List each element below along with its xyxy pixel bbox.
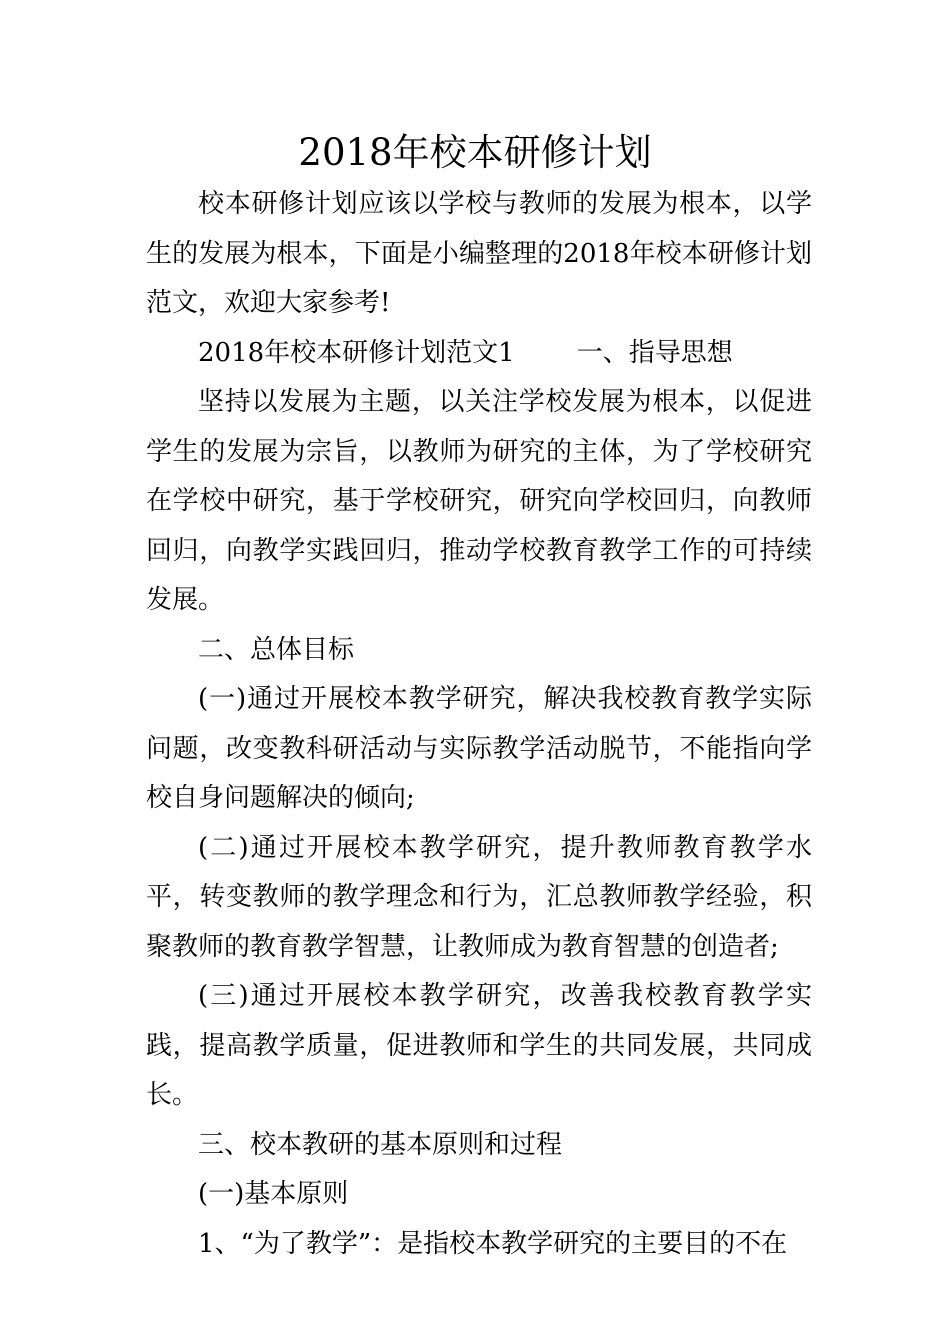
guiding-thought-paragraph: 坚持以发展为主题，以关注学校发展为根本，以促进学生的发展为宗旨，以教师为研究的主体，为了学校研究在学校中研究，基于学校研究，研究向学校回归，向教师回归，向教学实践回归，推动学校教育教学工作的可持续发展。 [146, 387, 812, 615]
heading-principles-process: 三、校本教研的基本原则和过程 [198, 1129, 563, 1160]
sample-title: 2018年校本研修计划范文1 [198, 337, 515, 368]
document-title: 2018年校本研修计划 [298, 131, 652, 174]
goal-item-3: (三)通过开展校本教学研究，改善我校教育教学实践，提高教学质量，促进教师和学生的共同发展，共同成长。 [146, 981, 812, 1110]
heading-guiding-thought: 一、指导思想 [576, 337, 733, 368]
document-body [146, 180, 812, 1269]
principle-item-1: 1、“为了教学”：是指校本教学研究的主要目的不在 [198, 1228, 788, 1259]
goal-item-2: (二)通过开展校本教学研究，提升教师教育教学水平，转变教师的教学理念和行为，汇总教师教学经验，积聚教师的教育教学智慧，让教师成为教育智慧的创造者; [146, 832, 812, 962]
intro-paragraph: 校本研修计划应该以学校与教师的发展为根本，以学生的发展为根本，下面是小编整理的2018年校本研修计划范文，欢迎大家参考! [146, 189, 812, 318]
heading-overall-goal: 二、总体目标 [198, 634, 355, 665]
section-heading-line [146, 329, 812, 379]
goal-item-1: (一)通过开展校本教学研究，解决我校教育教学实际问题，改变教科研活动与实际教学活动脱节，不能指向学校自身问题解决的倾向; [146, 684, 812, 813]
subheading-basic-principles: (一)基本原则 [198, 1179, 349, 1209]
